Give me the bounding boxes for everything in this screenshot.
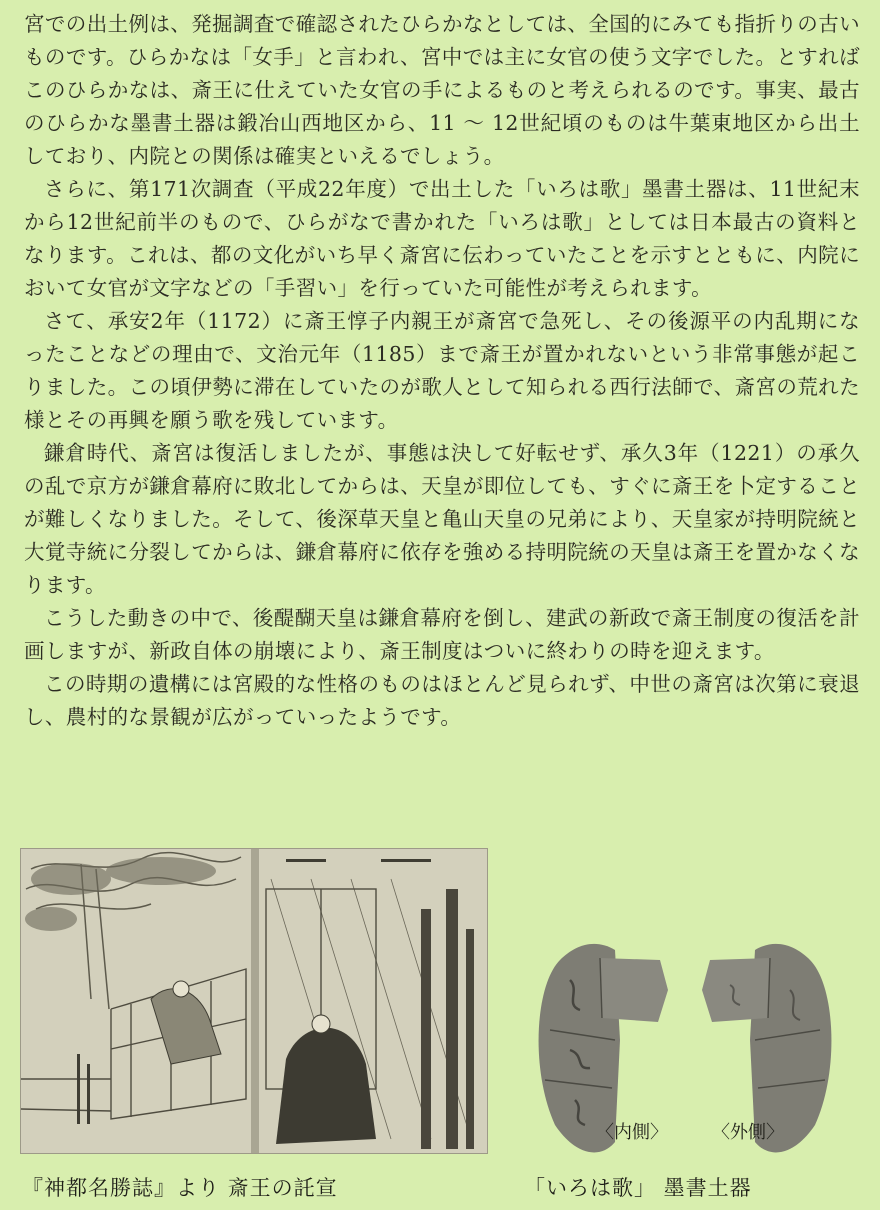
paragraph-4: 鎌倉時代、斎宮は復活しましたが、事態は決して好転せず、承久3年（1221）の承久の乱で京方が鎌倉幕府に敗北してからは、天皇が即位しても、すぐに斎王を卜定することが難しくなりました。そして、後深草天皇と亀山天皇の兄弟により、天皇家が持明院統と大覚寺統に分裂してからは、鎌倉幕府に依存を強める持明院統の天皇は斎王を置かなくなります。 xyxy=(24,441,860,597)
outer-side-label: 〈外側〉 xyxy=(712,1122,784,1143)
inner-side-label: 〈内側〉 xyxy=(596,1122,668,1143)
paragraph-1: 宮での出土例は、発掘調査で確認されたひらかなとしては、全国的にみても指折りの古いものです。ひらかなは「女手」と言われ、宮中では主に女官の使う文字でした。とすればこのひらかなは、斎王に仕えていた女官の手によるものと考えられるのです。事実、最古のひらかな墨書土器は鍛冶山西地区から、11 ～ 12世紀頃のものは牛葉東地区から出土しており、内院との関係は確実といえるでしょう。 xyxy=(24,12,860,168)
woodblock-print-illustration xyxy=(21,849,488,1154)
article-body xyxy=(24,8,860,734)
pottery-fragments-image xyxy=(520,930,850,1162)
right-figure-caption: 「いろは歌」 墨書土器 xyxy=(524,1176,752,1200)
left-figure-caption: 『神都名勝誌』より 斎王の託宣 xyxy=(22,1176,338,1200)
paragraph-3: さて、承安2年（1172）に斎王惇子内親王が斎宮で急死し、その後源平の内乱期になったことなどの理由で、文治元年（1185）まで斎王が置かれないという非常事態が起こりました。この頃伊勢に滞在していたのが歌人として知られる西行法師で、斎宮の荒れた様とその再興を願う歌を残しています。 xyxy=(24,309,860,432)
paragraph-6: この時期の遺構には宮殿的な性格のものはほとんど見られず、中世の斎宮は次第に衰退し、農村的な景観が広がっていったようです。 xyxy=(24,672,860,729)
paragraph-5: こうした動きの中で、後醍醐天皇は鎌倉幕府を倒し、建武の新政で斎王制度の復活を計画しますが、新政自体の崩壊により、斎王制度はついに終わりの時を迎えます。 xyxy=(24,606,860,663)
woodblock-print-image xyxy=(20,848,488,1154)
ink-inscribed-pottery-sherds xyxy=(520,930,850,1162)
paragraph-2: さらに、第171次調査（平成22年度）で出土した「いろは歌」墨書土器は、11世紀末から12世紀前半のもので、ひらがなで書かれた「いろは歌」としては日本最古の資料となります。これは、都の文化がいち早く斎宮に伝わっていたことを示すとともに、内院において女官が文字などの「手習い」を行っていた可能性が考えられます。 xyxy=(24,177,860,300)
